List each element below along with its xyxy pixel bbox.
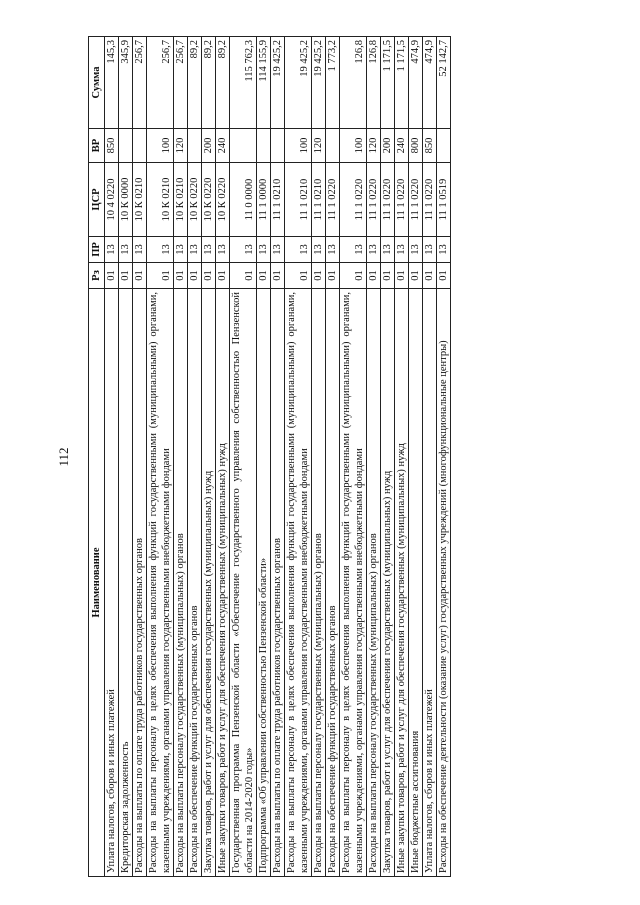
cell-csr: 10 К 0210: [133, 163, 147, 237]
cell-vr: 120: [174, 129, 188, 163]
budget-table: [88, 36, 451, 877]
cell-pr: 13: [105, 237, 119, 263]
header-rz: Рз: [89, 263, 105, 289]
cell-vr: [230, 129, 257, 163]
table-row: [133, 37, 147, 877]
cell-rz: 01: [202, 263, 216, 289]
cell-pr: 13: [312, 237, 326, 263]
cell-csr: 10 К 0220: [216, 163, 230, 237]
cell-name: Подпрограмма «Об управлении собственностью Пензенской области»: [257, 289, 271, 877]
table-row: [105, 37, 119, 877]
cell-name: Расходы на выплаты по оплате труда работников государственных органов: [133, 289, 147, 877]
cell-sum: 1 171,5: [395, 37, 409, 129]
cell-pr: 13: [409, 237, 423, 263]
cell-name: Уплата налогов, сборов и иных платежей: [423, 289, 437, 877]
cell-name: Государственная программа Пензенской области «Обеспечение государственного управления собственностью Пензенской области на 2014-2020 годы»: [230, 289, 257, 877]
cell-sum: 114 155,9: [257, 37, 271, 129]
cell-vr: 120: [312, 129, 326, 163]
cell-rz: 01: [409, 263, 423, 289]
cell-csr: 10 К 0210: [174, 163, 188, 237]
cell-csr: 11 1 0210: [312, 163, 326, 237]
cell-pr: 13: [271, 237, 285, 263]
cell-sum: 474,9: [423, 37, 437, 129]
cell-sum: 1 773,2: [326, 37, 340, 129]
cell-rz: 01: [395, 263, 409, 289]
table-row: [174, 37, 188, 877]
cell-rz: 01: [216, 263, 230, 289]
cell-rz: 01: [285, 263, 312, 289]
cell-sum: 256,7: [174, 37, 188, 129]
cell-rz: 01: [367, 263, 381, 289]
cell-name: Расходы на выплаты по оплате труда работников государственных органов: [271, 289, 285, 877]
table-row: [271, 37, 285, 877]
header-sum: Сумма: [89, 37, 105, 129]
cell-sum: 256,7: [147, 37, 174, 129]
cell-csr: 11 1 0220: [395, 163, 409, 237]
cell-rz: 01: [423, 263, 437, 289]
table-row: [119, 37, 133, 877]
cell-sum: 126,8: [367, 37, 381, 129]
cell-csr: 11 1 0210: [285, 163, 312, 237]
table-row: [257, 37, 271, 877]
cell-pr: 13: [230, 237, 257, 263]
cell-vr: 800: [409, 129, 423, 163]
table-row: [409, 37, 423, 877]
cell-sum: 19 425,2: [285, 37, 312, 129]
cell-rz: 01: [381, 263, 395, 289]
page-number: 112: [56, 447, 71, 467]
cell-rz: 01: [188, 263, 202, 289]
table-row: [423, 37, 437, 877]
cell-vr: 100: [147, 129, 174, 163]
table-row: [340, 37, 367, 877]
cell-sum: 19 425,2: [312, 37, 326, 129]
cell-sum: 52 142,7: [437, 37, 451, 129]
cell-rz: 01: [147, 263, 174, 289]
cell-pr: 13: [174, 237, 188, 263]
cell-vr: [257, 129, 271, 163]
cell-csr: 11 1 0000: [257, 163, 271, 237]
cell-vr: 100: [340, 129, 367, 163]
cell-csr: 10 К 0220: [188, 163, 202, 237]
cell-vr: [271, 129, 285, 163]
table-row: [188, 37, 202, 877]
cell-vr: 240: [395, 129, 409, 163]
cell-pr: 13: [340, 237, 367, 263]
cell-name: Иные закупки товаров, работ и услуг для обеспечения государственных (муниципальных) нужд: [395, 289, 409, 877]
cell-vr: [119, 129, 133, 163]
rotated-table-container: [88, 37, 451, 877]
cell-csr: 11 1 0220: [340, 163, 367, 237]
cell-name: Иные бюджетные ассигнования: [409, 289, 423, 877]
cell-pr: 13: [216, 237, 230, 263]
cell-vr: [133, 129, 147, 163]
cell-pr: 13: [381, 237, 395, 263]
cell-rz: 01: [105, 263, 119, 289]
cell-rz: 01: [133, 263, 147, 289]
cell-pr: 13: [367, 237, 381, 263]
cell-name: Расходы на выплаты персоналу в целях обеспечения выполнения функций государственными (муниципальными) органами, казенными учреждениями, органами управления государственными внебюджетными фондами: [147, 289, 174, 877]
cell-csr: 10 К 0220: [202, 163, 216, 237]
cell-sum: 1 171,5: [381, 37, 395, 129]
table-row: [202, 37, 216, 877]
cell-rz: 01: [326, 263, 340, 289]
cell-csr: 10 К 0210: [147, 163, 174, 237]
cell-sum: 89,2: [202, 37, 216, 129]
cell-csr: 11 0 0000: [230, 163, 257, 237]
cell-vr: 240: [216, 129, 230, 163]
cell-sum: 474,9: [409, 37, 423, 129]
cell-name: Закупка товаров, работ и услуг для обеспечения государственных (муниципальных) нужд: [381, 289, 395, 877]
cell-csr: 11 1 0220: [326, 163, 340, 237]
cell-pr: 13: [133, 237, 147, 263]
cell-sum: 345,9: [119, 37, 133, 129]
cell-rz: 01: [230, 263, 257, 289]
cell-rz: 01: [174, 263, 188, 289]
cell-name: Закупка товаров, работ и услуг для обеспечения государственных (муниципальных) нужд: [202, 289, 216, 877]
cell-rz: 01: [340, 263, 367, 289]
table-row: [230, 37, 257, 877]
cell-name: Кредиторская задолженность: [119, 289, 133, 877]
cell-rz: 01: [312, 263, 326, 289]
table-row: [216, 37, 230, 877]
cell-sum: 256,7: [133, 37, 147, 129]
header-csr: ЦСР: [89, 163, 105, 237]
cell-name: Расходы на обеспечение функций государственных органов: [326, 289, 340, 877]
cell-rz: 01: [257, 263, 271, 289]
cell-name: Расходы на обеспечение деятельности (оказание услуг) государственных учреждений (многофункциональные центры): [437, 289, 451, 877]
cell-pr: 13: [285, 237, 312, 263]
cell-csr: 11 1 0519: [437, 163, 451, 237]
table-row: [395, 37, 409, 877]
cell-csr: 10 4 0220: [105, 163, 119, 237]
cell-pr: 13: [257, 237, 271, 263]
cell-vr: [326, 129, 340, 163]
cell-vr: 200: [202, 129, 216, 163]
header-name: Наименование: [89, 289, 105, 877]
cell-vr: 100: [285, 129, 312, 163]
cell-sum: 89,2: [216, 37, 230, 129]
cell-name: Уплата налогов, сборов и иных платежей: [105, 289, 119, 877]
cell-rz: 01: [437, 263, 451, 289]
cell-sum: 145,3: [105, 37, 119, 129]
header-row: [89, 37, 105, 877]
table-row: [285, 37, 312, 877]
cell-name: Расходы на выплаты персоналу в целях обеспечения выполнения функций государственными (муниципальными) органами, казенными учреждениями, органами управления государственными внебюджетными фондами: [285, 289, 312, 877]
table-row: [381, 37, 395, 877]
cell-sum: 19 425,2: [271, 37, 285, 129]
cell-sum: 89,2: [188, 37, 202, 129]
cell-vr: [437, 129, 451, 163]
cell-pr: 13: [202, 237, 216, 263]
cell-vr: [188, 129, 202, 163]
cell-pr: 13: [188, 237, 202, 263]
table-row: [437, 37, 451, 877]
table-row: [326, 37, 340, 877]
cell-pr: 13: [147, 237, 174, 263]
cell-vr: 850: [423, 129, 437, 163]
cell-sum: 115 762,3: [230, 37, 257, 129]
cell-name: Расходы на выплаты персоналу государственных (муниципальных) органов: [174, 289, 188, 877]
cell-vr: 120: [367, 129, 381, 163]
cell-name: Расходы на обеспечение функций государственных органов: [188, 289, 202, 877]
cell-pr: 13: [326, 237, 340, 263]
cell-sum: 126,8: [340, 37, 367, 129]
cell-rz: 01: [119, 263, 133, 289]
table-row: [312, 37, 326, 877]
header-vr: ВР: [89, 129, 105, 163]
cell-vr: 850: [105, 129, 119, 163]
cell-csr: 11 1 0220: [423, 163, 437, 237]
table-row: [147, 37, 174, 877]
cell-csr: 11 1 0210: [271, 163, 285, 237]
cell-pr: 13: [423, 237, 437, 263]
cell-csr: 11 1 0220: [367, 163, 381, 237]
header-pr: ПР: [89, 237, 105, 263]
cell-name: Расходы на выплаты персоналу государственных (муниципальных) органов: [312, 289, 326, 877]
table-row: [367, 37, 381, 877]
cell-csr: 10 К 0000: [119, 163, 133, 237]
cell-vr: 200: [381, 129, 395, 163]
cell-pr: 13: [119, 237, 133, 263]
cell-pr: 13: [437, 237, 451, 263]
cell-rz: 01: [271, 263, 285, 289]
cell-csr: 11 1 0220: [381, 163, 395, 237]
cell-pr: 13: [395, 237, 409, 263]
cell-name: Расходы на выплаты персоналу в целях обеспечения выполнения функций государственными (муниципальными) органами, казенными учреждениями, органами управления государственными внебюджетными фондами: [340, 289, 367, 877]
cell-csr: 11 1 0220: [409, 163, 423, 237]
cell-name: Расходы на выплаты персоналу государственных (муниципальных) органов: [367, 289, 381, 877]
cell-name: Иные закупки товаров, работ и услуг для обеспечения государственных (муниципальных) нужд: [216, 289, 230, 877]
